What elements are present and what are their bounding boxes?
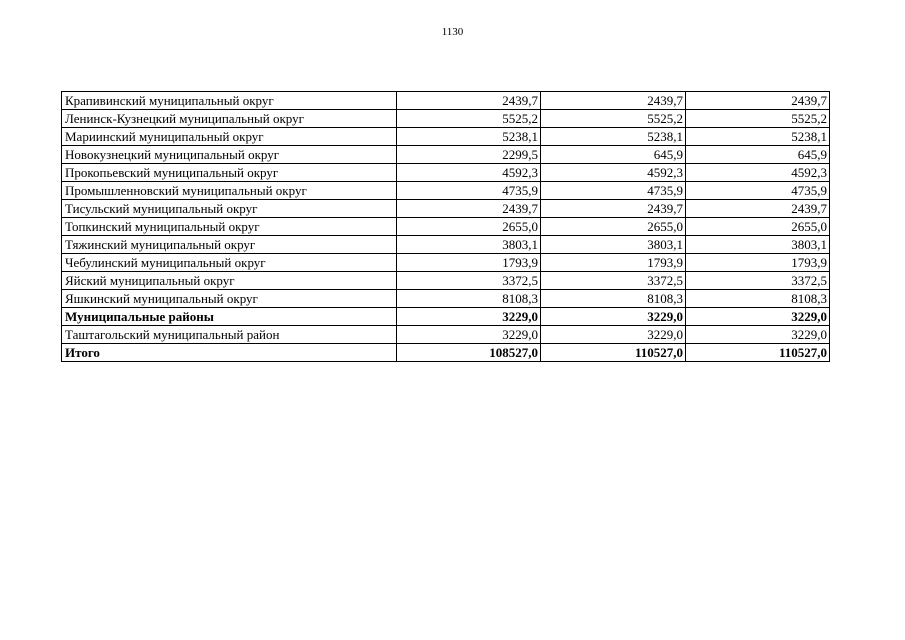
value-cell-1: 8108,3 bbox=[397, 290, 541, 308]
municipality-name-cell: Топкинский муниципальный округ bbox=[62, 218, 397, 236]
municipality-name-cell: Тисульский муниципальный округ bbox=[62, 200, 397, 218]
value-cell-1: 2439,7 bbox=[397, 92, 541, 110]
value-cell-1: 4735,9 bbox=[397, 182, 541, 200]
value-cell-3: 4735,9 bbox=[686, 182, 830, 200]
value-cell-1: 3372,5 bbox=[397, 272, 541, 290]
page-number: 1130 bbox=[441, 26, 464, 38]
value-cell-3: 1793,9 bbox=[686, 254, 830, 272]
value-cell-3: 110527,0 bbox=[686, 344, 830, 362]
municipality-name-cell: Ленинск-Кузнецкий муниципальный округ bbox=[62, 110, 397, 128]
value-cell-1: 3803,1 bbox=[397, 236, 541, 254]
table-row bbox=[62, 236, 830, 254]
value-cell-2: 3229,0 bbox=[541, 308, 686, 326]
table-row bbox=[62, 182, 830, 200]
value-cell-1: 3229,0 bbox=[397, 308, 541, 326]
allocation-table-body bbox=[62, 92, 830, 362]
value-cell-2: 645,9 bbox=[541, 146, 686, 164]
value-cell-3: 2655,0 bbox=[686, 218, 830, 236]
value-cell-3: 3229,0 bbox=[686, 326, 830, 344]
table-row bbox=[62, 218, 830, 236]
value-cell-1: 4592,3 bbox=[397, 164, 541, 182]
value-cell-1: 2299,5 bbox=[397, 146, 541, 164]
municipality-name-cell: Чебулинский муниципальный округ bbox=[62, 254, 397, 272]
municipality-name-cell: Муниципальные районы bbox=[62, 308, 397, 326]
table-row bbox=[62, 146, 830, 164]
value-cell-2: 5525,2 bbox=[541, 110, 686, 128]
municipality-name-cell: Итого bbox=[62, 344, 397, 362]
value-cell-3: 3803,1 bbox=[686, 236, 830, 254]
value-cell-2: 2655,0 bbox=[541, 218, 686, 236]
table-row bbox=[62, 344, 830, 362]
table-row bbox=[62, 164, 830, 182]
value-cell-2: 3803,1 bbox=[541, 236, 686, 254]
value-cell-2: 2439,7 bbox=[541, 200, 686, 218]
table-row bbox=[62, 254, 830, 272]
value-cell-1: 108527,0 bbox=[397, 344, 541, 362]
value-cell-2: 110527,0 bbox=[541, 344, 686, 362]
value-cell-2: 4592,3 bbox=[541, 164, 686, 182]
value-cell-3: 5525,2 bbox=[686, 110, 830, 128]
value-cell-2: 5238,1 bbox=[541, 128, 686, 146]
value-cell-2: 1793,9 bbox=[541, 254, 686, 272]
table-row bbox=[62, 308, 830, 326]
value-cell-2: 2439,7 bbox=[541, 92, 686, 110]
municipality-name-cell: Яйский муниципальный округ bbox=[62, 272, 397, 290]
municipality-name-cell: Новокузнецкий муниципальный округ bbox=[62, 146, 397, 164]
table-row bbox=[62, 92, 830, 110]
table-row bbox=[62, 272, 830, 290]
value-cell-3: 4592,3 bbox=[686, 164, 830, 182]
value-cell-1: 1793,9 bbox=[397, 254, 541, 272]
value-cell-2: 8108,3 bbox=[541, 290, 686, 308]
allocation-table bbox=[61, 91, 830, 362]
municipality-name-cell: Таштагольский муниципальный район bbox=[62, 326, 397, 344]
value-cell-2: 3229,0 bbox=[541, 326, 686, 344]
value-cell-3: 645,9 bbox=[686, 146, 830, 164]
value-cell-2: 4735,9 bbox=[541, 182, 686, 200]
value-cell-1: 5525,2 bbox=[397, 110, 541, 128]
value-cell-1: 2439,7 bbox=[397, 200, 541, 218]
value-cell-3: 3372,5 bbox=[686, 272, 830, 290]
table-row bbox=[62, 290, 830, 308]
table-row bbox=[62, 326, 830, 344]
municipality-name-cell: Прокопьевский муниципальный округ bbox=[62, 164, 397, 182]
value-cell-3: 5238,1 bbox=[686, 128, 830, 146]
value-cell-3: 2439,7 bbox=[686, 92, 830, 110]
municipality-name-cell: Крапивинский муниципальный округ bbox=[62, 92, 397, 110]
table-row bbox=[62, 110, 830, 128]
value-cell-3: 3229,0 bbox=[686, 308, 830, 326]
value-cell-1: 5238,1 bbox=[397, 128, 541, 146]
municipality-name-cell: Мариинский муниципальный округ bbox=[62, 128, 397, 146]
municipality-name-cell: Яшкинский муниципальный округ bbox=[62, 290, 397, 308]
value-cell-2: 3372,5 bbox=[541, 272, 686, 290]
value-cell-1: 3229,0 bbox=[397, 326, 541, 344]
table-row bbox=[62, 200, 830, 218]
value-cell-1: 2655,0 bbox=[397, 218, 541, 236]
table-row bbox=[62, 128, 830, 146]
municipality-name-cell: Тяжинский муниципальный округ bbox=[62, 236, 397, 254]
value-cell-3: 2439,7 bbox=[686, 200, 830, 218]
value-cell-3: 8108,3 bbox=[686, 290, 830, 308]
municipality-name-cell: Промышленновский муниципальный округ bbox=[62, 182, 397, 200]
